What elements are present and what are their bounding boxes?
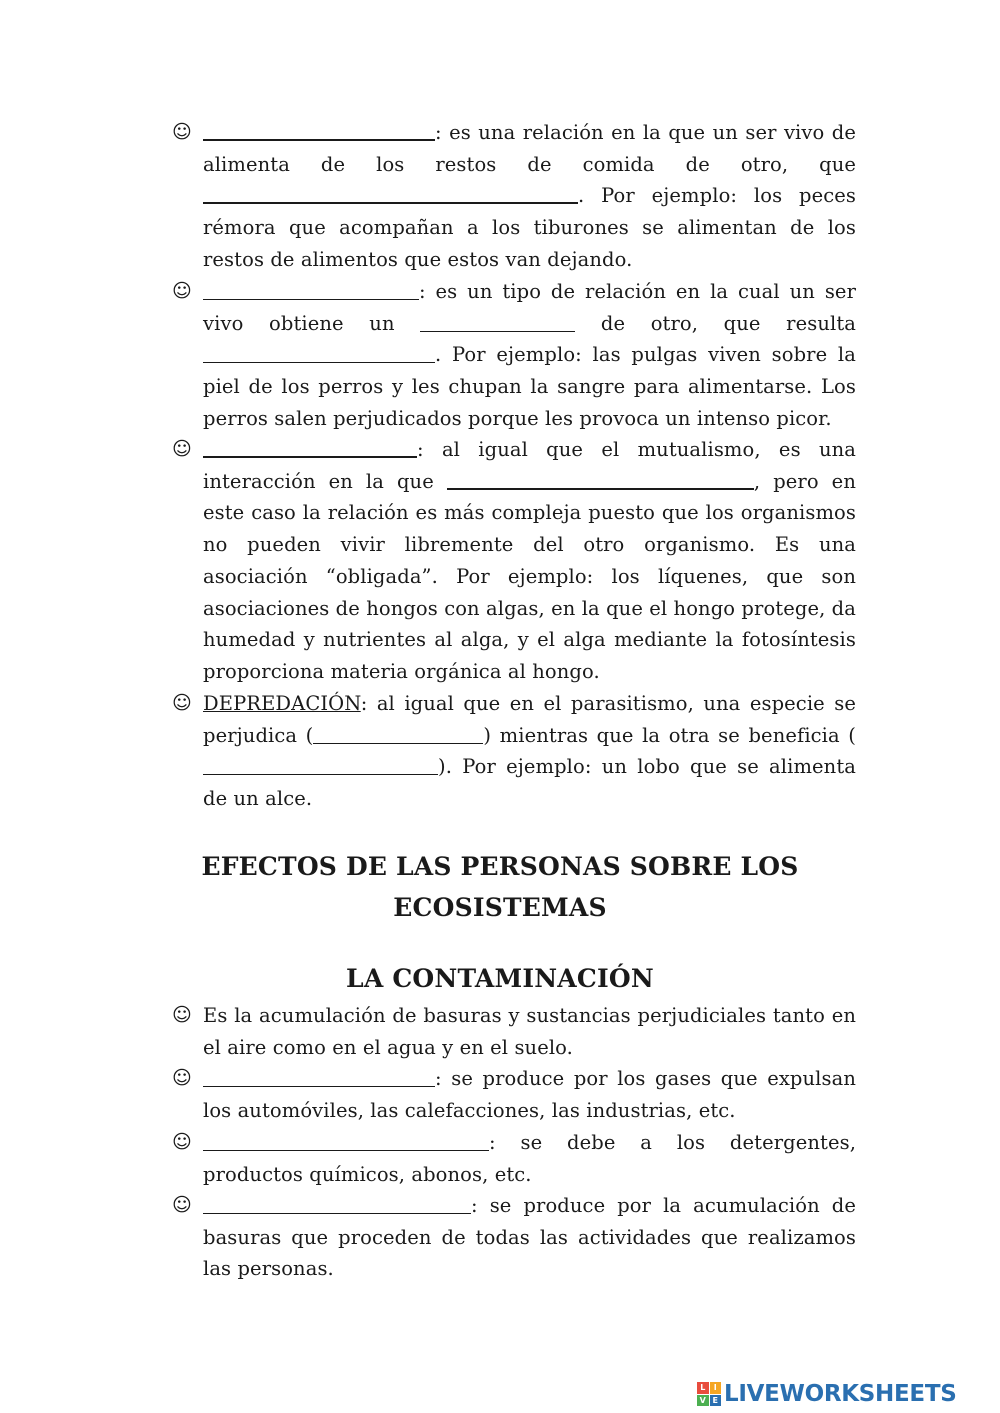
logo-text: LIVEWORKSHEETS bbox=[724, 1381, 957, 1407]
item-text: : es una relación en la que un ser vivo de alimenta de los restos de comida de otro, que bbox=[203, 121, 856, 176]
logo-mark-letter: I bbox=[710, 1382, 722, 1394]
answer-blank[interactable] bbox=[203, 1066, 435, 1087]
list-item bbox=[172, 688, 857, 815]
list-item bbox=[172, 1063, 856, 1126]
item-text: : se produce por la acumulación de basuras que proceden de todas las actividades que realizamos las personas. bbox=[203, 1194, 856, 1281]
item-text: ) mientras que la otra se beneficia ( bbox=[483, 723, 857, 747]
answer-blank[interactable] bbox=[203, 342, 435, 363]
item-text: . Por ejemplo: las pulgas viven sobre la piel de los perros y les chupan la sangre para alimentarse. Los perros salen perjudicados porque les provoca un intenso picor. bbox=[203, 343, 856, 430]
smiley-bullet-icon: ☺ bbox=[172, 280, 192, 302]
answer-blank[interactable] bbox=[203, 754, 438, 775]
liveworksheets-logo bbox=[697, 1380, 956, 1408]
list-item bbox=[172, 434, 856, 688]
answer-blank[interactable] bbox=[447, 468, 754, 490]
list-item bbox=[172, 276, 856, 435]
smiley-bullet-icon: ☺ bbox=[172, 121, 192, 143]
smiley-bullet-icon: ☺ bbox=[172, 692, 192, 714]
answer-blank[interactable] bbox=[203, 1130, 489, 1151]
item-text: : se produce por los gases que expulsan los automóviles, las calefacciones, las industrias, etc. bbox=[203, 1067, 856, 1122]
list-item bbox=[172, 117, 856, 276]
section-heading-line: EFECTOS DE LAS PERSONAS SOBRE LOS bbox=[201, 852, 799, 881]
item-text: ). Por ejemplo: un lobo que se alimenta de un alce. bbox=[203, 755, 856, 811]
subheading: LA CONTAMINACIÓN bbox=[346, 964, 654, 993]
item-text: Es la acumulación de basuras y sustancias perjudiciales tanto en el aire como en el agua y en el suelo. bbox=[203, 1004, 856, 1059]
item-text: de otro, que resulta bbox=[600, 311, 856, 335]
answer-blank[interactable] bbox=[203, 119, 435, 141]
smiley-bullet-icon: ☺ bbox=[172, 1004, 192, 1026]
answer-blank[interactable] bbox=[203, 436, 417, 458]
answer-blank[interactable] bbox=[203, 1193, 471, 1214]
term-depredacion: DEPREDACIÓN bbox=[203, 692, 361, 715]
smiley-bullet-icon: ☺ bbox=[172, 1131, 192, 1153]
item-text: : es un tipo de relación en la cual un ser vivo obtiene un bbox=[203, 280, 856, 335]
logo-mark-letter: E bbox=[710, 1395, 722, 1407]
list-item bbox=[172, 1000, 856, 1063]
answer-blank[interactable] bbox=[420, 311, 575, 332]
list-item bbox=[172, 1190, 856, 1285]
smiley-bullet-icon: ☺ bbox=[172, 1067, 192, 1089]
logo-mark-letter: V bbox=[697, 1395, 709, 1407]
item-text: : se debe a los detergentes, productos químicos, abonos, etc. bbox=[203, 1131, 856, 1186]
answer-blank[interactable] bbox=[203, 182, 578, 204]
section-heading-line: ECOSISTEMAS bbox=[393, 893, 607, 922]
answer-blank[interactable] bbox=[313, 723, 483, 744]
smiley-bullet-icon: ☺ bbox=[172, 1194, 192, 1216]
list-item bbox=[172, 1127, 856, 1190]
logo-mark-icon bbox=[697, 1382, 721, 1406]
item-text: : al igual que el mutualismo, es una interacción en la que bbox=[203, 438, 856, 493]
item-text: . Por ejemplo: los peces rémora que acompañan a los tiburones se alimentan de los restos de alimentos que estos van dejando. bbox=[203, 184, 856, 271]
item-text: : al igual que en el parasitismo, una especie se perjudica ( bbox=[203, 692, 856, 747]
smiley-bullet-icon: ☺ bbox=[172, 438, 192, 460]
answer-blank[interactable] bbox=[203, 279, 419, 300]
section-heading bbox=[150, 846, 850, 928]
logo-mark-letter: L bbox=[697, 1382, 709, 1394]
item-text: , pero en este caso la relación es más compleja puesto que los organismos no pueden vivir libremente del otro organismo. Es una asociación “obligada”. Por ejemplo: los líquenes, que son asociaciones de hongos con algas, en la que el hongo protege, da humedad y nutrientes al alga, y el alga mediante la fotosíntesis proporciona materia orgánica al hongo. bbox=[203, 469, 856, 683]
